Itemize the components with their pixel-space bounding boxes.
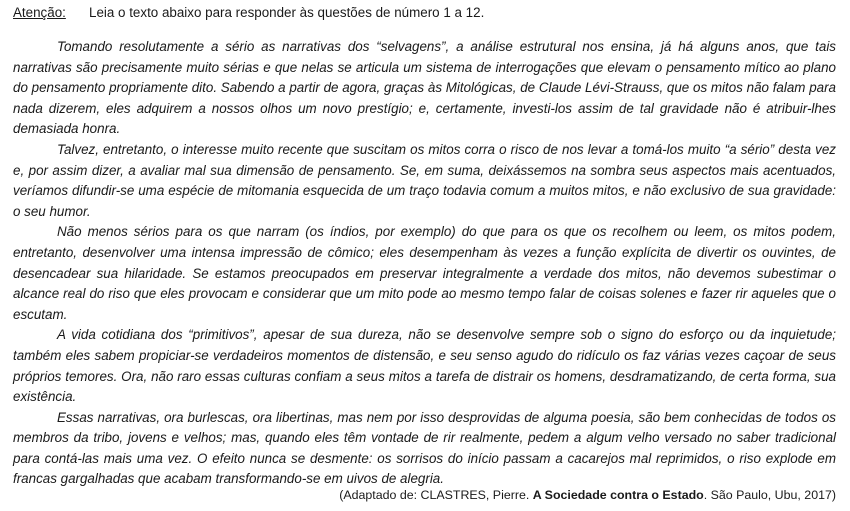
- paragraph-1: Tomando resolutamente a sério as narrativas dos “selvagens”, a análise estrutural nos ensina, já há alguns anos, que tais narrativas são precisamente muito sérias e que nelas se articula um sistema de interrogações que elevam o pensamento mítico ao plano do pensamento propriamente dito. Sabendo a partir de agora, graças às Mitológicas, de Claude Lévi-Strauss, que os mitos não falam para nada dizerem, eles adquirem a nossos olhos um novo prestígio; e, certamente, investi-los assim de tal gravidade não é atribuir-lhes demasiada honra.: [13, 39, 836, 137]
- citation-book-title: A Sociedade contra o Estado: [532, 488, 704, 502]
- passage-text: [13, 37, 836, 490]
- paragraph-5: Essas narrativas, ora burlescas, ora libertinas, mas nem por isso desprovidas de alguma poesia, são bem conhecidas de todos os membros da tribo, jovens e velhos; mas, quando eles têm vontade de rir realmente, pedem a algum velho versado no saber tradicional para contá-las mais uma vez. O efeito nunca se desmente: os sorrisos do início passam a cacarejos mal reprimidos, o riso explode em francas gargalhadas que acabam transformando-se em uivos de alegria.: [13, 409, 836, 487]
- paragraph-3: Não menos sérios para os que narram (os índios, por exemplo) do que para os que os recolhem ou leem, os mitos podem, entretanto, desenvolver uma intensa impressão de cômico; eles desempenham às vezes a função explícita de divertir os ouvintes, de desencadear sua hilaridade. Se estamos preocupados em preservar integralmente a verdade dos mitos, não devemos subestimar o alcance real do riso que eles provocam e considerar que um mito pode ao mesmo tempo falar de coisas solenes e fazer rir aqueles que o escutam.: [13, 224, 836, 322]
- paragraph-2: Talvez, entretanto, o interesse muito recente que suscitam os mitos corra o risco de nos levar a tomá-los muito “a sério” desta vez e, por assim dizer, a avaliar mal sua dimensão de pensamento. Se, em suma, deixássemos na sombra seus aspectos mais acentuados, veríamos difundir-se uma espécie de mitomania esquecida de um traço todavia comum a muitos mitos, e não exclusivo de sua gravidade: o seu humor.: [13, 141, 836, 219]
- instruction-text: Leia o texto abaixo para responder às questões de número 1 a 12.: [89, 5, 485, 20]
- citation-suffix: . São Paulo, Ubu, 2017): [703, 488, 836, 502]
- paragraph-4: A vida cotidiana dos “primitivos”, apesar de sua dureza, não se desenvolve sempre sob o signo do esforço ou da inquietude; também eles sabem propiciar-se verdadeiros momentos de distensão, e seu senso agudo do ridículo os faz várias vezes caçoar de seus próprios temores. Ora, não raro essas culturas confiam a seus mitos a tarefa de distrair os homens, desdramatizando, de certa forma, sua existência.: [13, 327, 836, 405]
- citation-prefix: (Adaptado de: CLASTRES, Pierre.: [339, 488, 533, 502]
- source-citation: [339, 486, 836, 504]
- attention-heading: [13, 4, 485, 22]
- attention-label: Atenção:: [13, 5, 66, 20]
